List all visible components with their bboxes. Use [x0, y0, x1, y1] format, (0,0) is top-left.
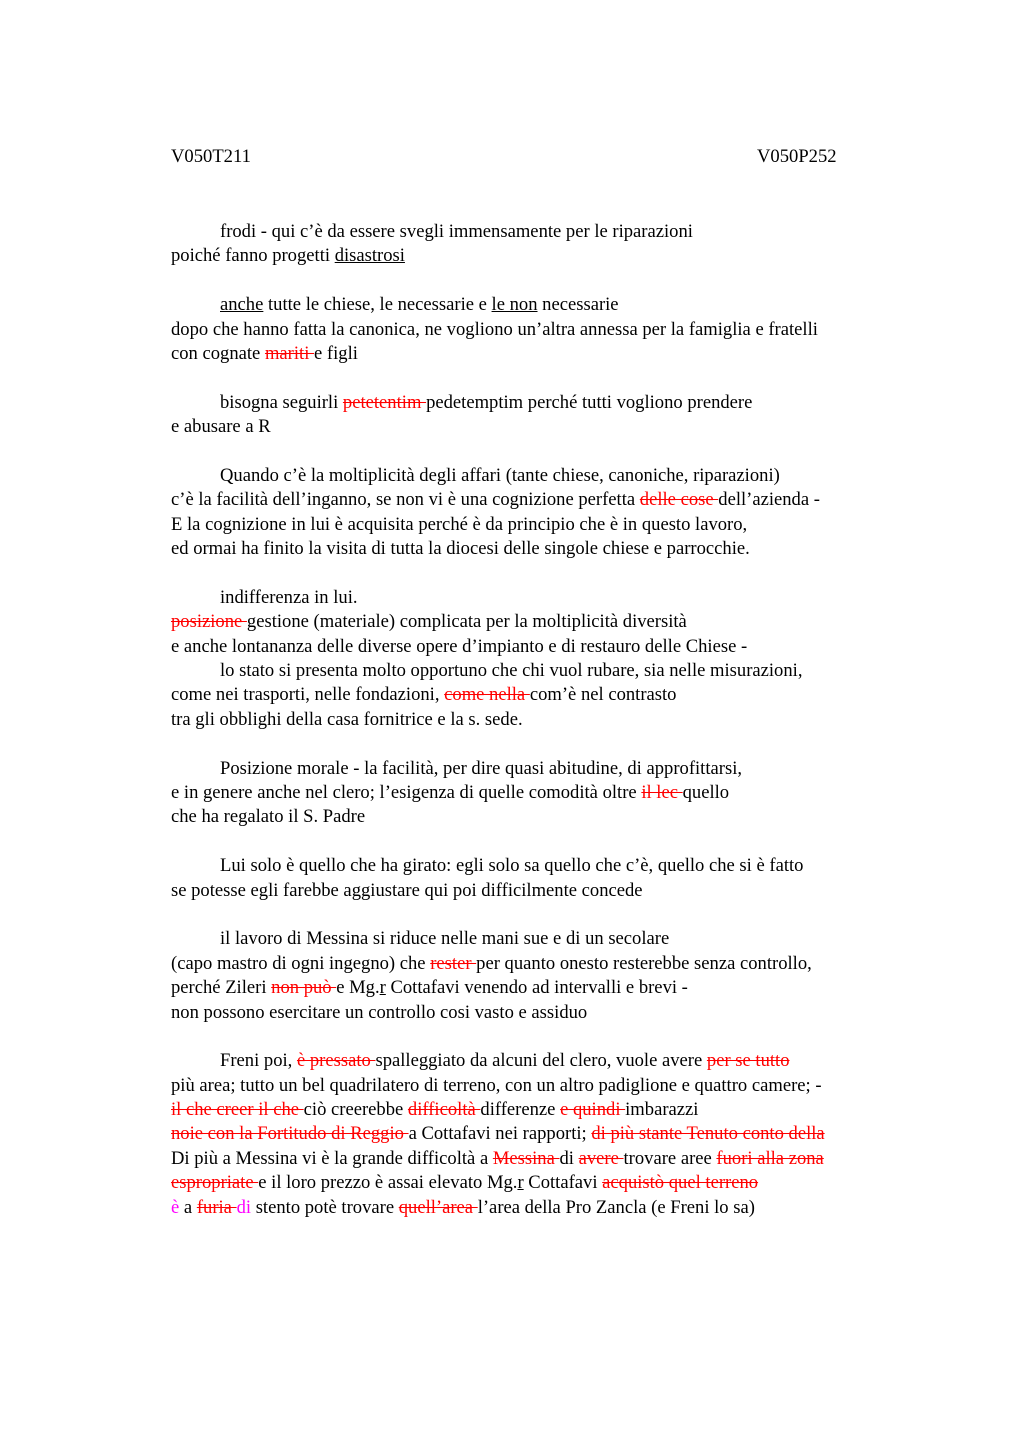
text-segment: spalleggiato da alcuni del clero, vuole avere: [375, 1050, 707, 1072]
text-line: [171, 757, 911, 781]
text-line: [171, 318, 911, 342]
text-segment: Posizione morale - la facilità, per dire quasi abitudine, di approfittarsi,: [220, 757, 743, 779]
text-segment: il lavoro di Messina si riduce nelle mani sue e di un secolare: [220, 928, 670, 950]
text-segment: gestione (materiale) complicata per la moltiplicità diversità: [246, 611, 687, 633]
text-segment: e anche lontananza delle diverse opere d’impianto e di restauro delle Chiese -: [171, 635, 748, 657]
deleted-text: come nella: [444, 684, 530, 706]
deleted-text: fuori alla zona: [716, 1147, 824, 1169]
text-line: [171, 391, 911, 415]
paragraph: [171, 854, 911, 903]
underlined-text: r: [517, 1172, 524, 1194]
paragraph: [171, 757, 911, 830]
deleted-text: non può: [271, 977, 337, 999]
deleted-text: mariti: [264, 342, 315, 364]
text-segment: ciò creerebbe: [303, 1099, 408, 1121]
deleted-text: posizione: [171, 611, 247, 633]
text-segment: poiché fanno progetti: [171, 245, 335, 267]
header-left-code: V050T211: [171, 146, 251, 167]
text-segment: differenze: [480, 1099, 561, 1121]
text-segment: con cognate: [171, 342, 265, 364]
text-line: [171, 879, 911, 903]
text-segment: tutte le chiese, le necessarie e: [263, 294, 492, 316]
text-segment: dell’azienda -: [718, 489, 820, 511]
text-line: [171, 1147, 911, 1171]
text-segment: ed ormai ha finito la visita di tutta la diocesi delle singole chiese e parrocchie.: [171, 538, 750, 560]
text-segment: tra gli obblighi della casa fornitrice e la s. sede.: [171, 708, 523, 730]
text-line: [171, 586, 911, 610]
paragraph-gap: [171, 366, 911, 390]
header-right-code: V050P252: [757, 146, 837, 167]
text-segment: quello: [682, 781, 730, 803]
text-segment: imbarazzi: [625, 1099, 699, 1121]
deleted-text: Messina: [492, 1147, 560, 1169]
text-segment: e figli: [314, 342, 358, 364]
deleted-text: espropriate: [171, 1172, 259, 1194]
text-segment: (capo mastro di ogni ingegno) che: [171, 952, 431, 974]
paragraph-gap: [171, 269, 911, 293]
text-line: [171, 342, 911, 366]
text-line: [171, 976, 911, 1000]
text-line: [171, 781, 911, 805]
deleted-text: quell’area: [398, 1196, 478, 1218]
text-segment: di: [559, 1147, 579, 1169]
text-line: [171, 220, 911, 244]
paragraph-gap: [171, 732, 911, 756]
paragraph-gap: [171, 561, 911, 585]
paragraph: [171, 293, 911, 366]
text-segment: necessarie: [537, 294, 619, 316]
underlined-text: anche: [220, 294, 264, 316]
paragraph: [171, 586, 911, 732]
text-line: [171, 293, 911, 317]
document-body: [171, 220, 911, 1220]
text-line: [171, 659, 911, 683]
deleted-text: acquistò quel terreno: [602, 1172, 759, 1194]
text-segment: non possono esercitare un controllo cosi vasto e assiduo: [171, 1001, 588, 1023]
text-segment: Cottafavi venendo ad intervalli e brevi -: [385, 977, 688, 999]
text-line: [171, 415, 911, 439]
text-segment: che ha regalato il S. Padre: [171, 806, 366, 828]
deleted-text: il lec: [641, 781, 683, 803]
text-segment: E la cognizione in lui è acquisita perché è da principio che è in questo lavoro,: [171, 513, 748, 535]
paragraph: [171, 391, 911, 440]
text-segment: e Mg.: [336, 977, 380, 999]
text-segment: pedetemptim perché tutti vogliono prendere: [426, 391, 753, 413]
text-line: [171, 1001, 911, 1025]
deleted-text: avere: [578, 1147, 624, 1169]
text-segment: a: [179, 1196, 197, 1218]
text-line: [171, 537, 911, 561]
inserted-text: è: [171, 1196, 180, 1218]
text-line: [171, 1171, 911, 1195]
text-line: [171, 1196, 911, 1220]
text-segment: più area; tutto un bel quadrilatero di terreno, con un altro padiglione e quattro camere; -: [171, 1074, 822, 1096]
text-segment: Di più a Messina vi è la grande difficoltà a: [171, 1147, 493, 1169]
text-line: [171, 708, 911, 732]
deleted-text: è pressato: [296, 1050, 376, 1072]
text-line: [171, 610, 911, 634]
text-segment: Quando c’è la moltiplicità degli affari (tante chiese, canoniche, riparazioni): [220, 464, 780, 486]
text-segment: dopo che hanno fatta la canonica, ne vogliono un’altra annessa per la famiglia e fratelli: [171, 318, 818, 340]
text-line: [171, 805, 911, 829]
text-segment: Freni poi,: [220, 1050, 297, 1072]
text-segment: stento potè trovare: [251, 1196, 399, 1218]
text-line: [171, 952, 911, 976]
text-segment: se potesse egli farebbe aggiustare qui poi difficilmente concede: [171, 879, 643, 901]
inserted-text: di: [236, 1196, 252, 1218]
deleted-text: delle cose: [639, 489, 719, 511]
underlined-text: disastrosi: [334, 245, 405, 267]
deleted-text: petetentim: [342, 391, 427, 413]
text-line: [171, 1074, 911, 1098]
text-line: [171, 683, 911, 707]
text-line: [171, 1049, 911, 1073]
paragraph-gap: [171, 1025, 911, 1049]
text-segment: Cottafavi: [523, 1172, 603, 1194]
underlined-text: r: [379, 977, 386, 999]
text-segment: lo stato si presenta molto opportuno che chi vuol rubare, sia nelle misurazioni,: [220, 660, 803, 682]
deleted-text: furia: [196, 1196, 237, 1218]
text-segment: perché Zileri: [171, 977, 272, 999]
text-segment: e abusare a R: [171, 416, 271, 438]
deleted-text: e quindi: [560, 1099, 626, 1121]
text-line: [171, 1098, 911, 1122]
deleted-text: il che creer il che: [171, 1099, 304, 1121]
text-segment: come nei trasporti, nelle fondazioni,: [171, 684, 445, 706]
text-line: [171, 244, 911, 268]
paragraph-gap: [171, 830, 911, 854]
text-line: [171, 927, 911, 951]
paragraph: [171, 464, 911, 562]
text-line: [171, 1122, 911, 1146]
deleted-text: per se tutto: [706, 1050, 790, 1072]
text-segment: frodi - qui c’è da essere svegli immensamente per le riparazioni: [220, 221, 693, 242]
text-segment: per quanto onesto resterebbe senza controllo,: [476, 952, 812, 974]
text-segment: e in genere anche nel clero; l’esigenza di quelle comodità oltre: [171, 781, 642, 803]
text-segment: indifferenza in lui.: [220, 586, 358, 608]
underlined-text: le non: [491, 294, 538, 316]
text-segment: com’è nel contrasto: [529, 684, 677, 706]
text-line: [171, 635, 911, 659]
deleted-text: di più stante Tenuto conto della: [591, 1123, 825, 1145]
deleted-text: rester: [430, 952, 477, 974]
text-line: [171, 488, 911, 512]
paragraph: [171, 927, 911, 1025]
text-segment: trovare aree: [623, 1147, 717, 1169]
text-segment: e il loro prezzo è assai elevato Mg.: [258, 1172, 518, 1194]
text-segment: a Cottafavi nei rapporti;: [408, 1123, 592, 1145]
paragraph-gap: [171, 903, 911, 927]
text-segment: bisogna seguirli: [220, 391, 343, 413]
deleted-text: difficoltà: [407, 1099, 481, 1121]
paragraph: [171, 220, 911, 269]
text-segment: l’area della Pro Zancla (e Freni lo sa): [477, 1196, 755, 1218]
text-line: [171, 854, 911, 878]
paragraph-gap: [171, 440, 911, 464]
paragraph: [171, 1049, 911, 1220]
text-line: [171, 464, 911, 488]
text-segment: Lui solo è quello che ha girato: egli solo sa quello che c’è, quello che si è fatto: [220, 855, 804, 877]
deleted-text: noie con la Fortitudo di Reggio: [171, 1123, 409, 1145]
text-line: [171, 513, 911, 537]
text-segment: c’è la facilità dell’inganno, se non vi è una cognizione perfetta: [171, 489, 640, 511]
